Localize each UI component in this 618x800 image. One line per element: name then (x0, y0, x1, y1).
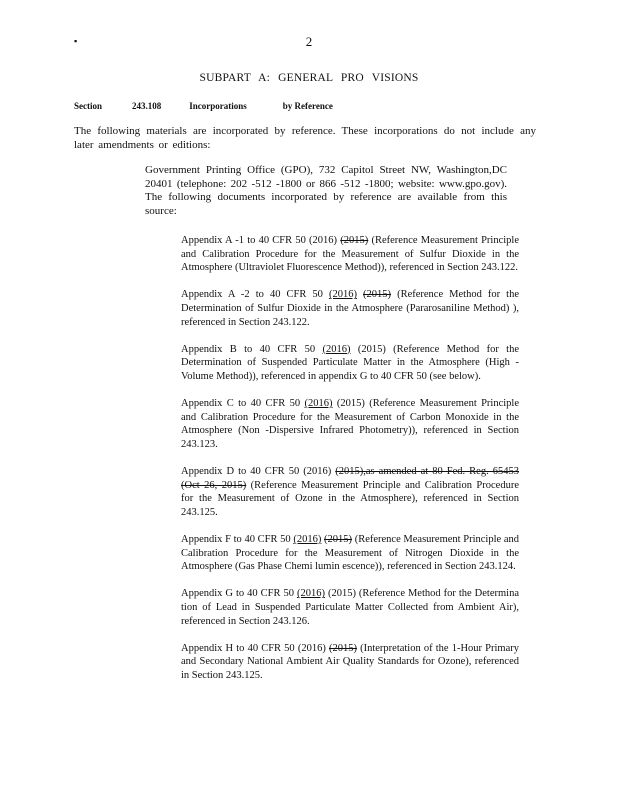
inserted-text: (2016) (328, 289, 357, 301)
appendix-entry (181, 288, 519, 329)
section-number: 243.108 (132, 101, 162, 111)
appendix-prefix: Appendix B to 40 CFR 50 (181, 343, 323, 355)
inserted-text: (2016) (293, 534, 322, 546)
appendix-entry (181, 465, 519, 519)
appendix-entry (181, 234, 519, 275)
section-title-part-1: Incorporations (189, 101, 247, 111)
appendix-reference-list (181, 234, 519, 696)
deleted-text: (2015) (324, 534, 353, 546)
deleted-text: (2015) (340, 235, 369, 246)
appendix-entry (181, 397, 519, 451)
section-heading (74, 101, 349, 111)
appendix-body: (Interpretation of the 1-Hour Primary and Secondary National Ambient Air Quality Standards for Ozone), referenced in Section 243.125. (181, 642, 519, 681)
appendix-entry (181, 533, 519, 574)
appendix-prefix: Appendix D to 40 CFR 50 (2016) (181, 466, 336, 478)
page-number: 2 (305, 34, 313, 49)
subpart-title: SUBPART A: GENERAL PRO VISIONS (199, 72, 419, 84)
appendix-prefix: Appendix A -1 to 40 CFR 50 (2016) (181, 235, 341, 246)
appendix-body: (Reference Measurement Principle and Calibration Procedure for the Measurement of Nitrogen Dioxide in the Atmosphere (Gas Phase Chemi lumin escence)), referenced in Section 243.124. (181, 534, 520, 573)
appendix-entry (181, 587, 519, 628)
inserted-text: (2016) (304, 398, 333, 410)
appendix-entry (181, 343, 519, 384)
appendix-body: (Reference Measurement Principle and Calibration Procedure for the Measurement of Sulfur Dioxide in the Atmosphere (Ultraviolet Fluorescence Method)), referenced in Section 243.122. (181, 235, 519, 274)
appendix-prefix: Appendix F to 40 CFR 50 (181, 534, 294, 546)
intro-paragraph: The following materials are incorporated by reference. These incorporations do not include any later amendments or editions: (74, 125, 536, 151)
gpo-paragraph: Government Printing Office (GPO), 732 Capitol Street NW, Washington,DC 20401 (telephone: 202 -512 -1800 or 866 -512 -1800; website: www.gpo.gov). The following documents incorporated by reference are available from this source: (145, 164, 507, 217)
appendix-body: (Reference Method for the Determination of Sulfur Dioxide in the Atmosphere (Pararosaniline Method) ), referenced in Section 243.122. (181, 289, 519, 328)
appendix-entry (181, 642, 519, 683)
inserted-text: (2016) (296, 588, 325, 600)
section-label: Section (74, 101, 102, 111)
corner-mark: ▪ (74, 36, 78, 46)
deleted-text: (2015) (328, 642, 357, 654)
inserted-text: (2016) (322, 343, 351, 355)
deleted-text: (2015) (363, 289, 392, 301)
appendix-body: (2015) (Reference Method for the Determination of Suspended Particulate Matter in the Atmosphere (High - Volume Method)), referenced in appendix G to 40 CFR 50 (see below). (181, 343, 519, 382)
appendix-prefix: Appendix C to 40 CFR 50 (181, 398, 305, 410)
appendix-prefix: Appendix G to 40 CFR 50 (181, 588, 297, 600)
deleted-text: (2015),as amended at 80 Fed. Reg. 65453 (Oct 26, 2015) (181, 466, 519, 491)
appendix-body: (2015) (Reference Method for the Determina tion of Lead in Suspended Particulate Matter Collected from Ambient Air), referenced in Section 243.126. (181, 588, 519, 627)
appendix-body: (2015) (Reference Measurement Principle and Calibration Procedure for the Measurement of Carbon Monoxide in the Atmosphere (Non -Dispersive Infrared Photometry)), referenced in Section 243.123. (181, 398, 519, 450)
appendix-prefix: Appendix H to 40 CFR 50 (2016) (181, 642, 329, 654)
appendix-body: (Reference Measurement Principle and Calibration Procedure for the Measurement of Ozone in the Atmosphere), referenced in Section 243.125. (181, 479, 519, 518)
section-title-part-2: by Reference (282, 101, 333, 111)
appendix-prefix: Appendix A -2 to 40 CFR 50 (181, 289, 329, 301)
